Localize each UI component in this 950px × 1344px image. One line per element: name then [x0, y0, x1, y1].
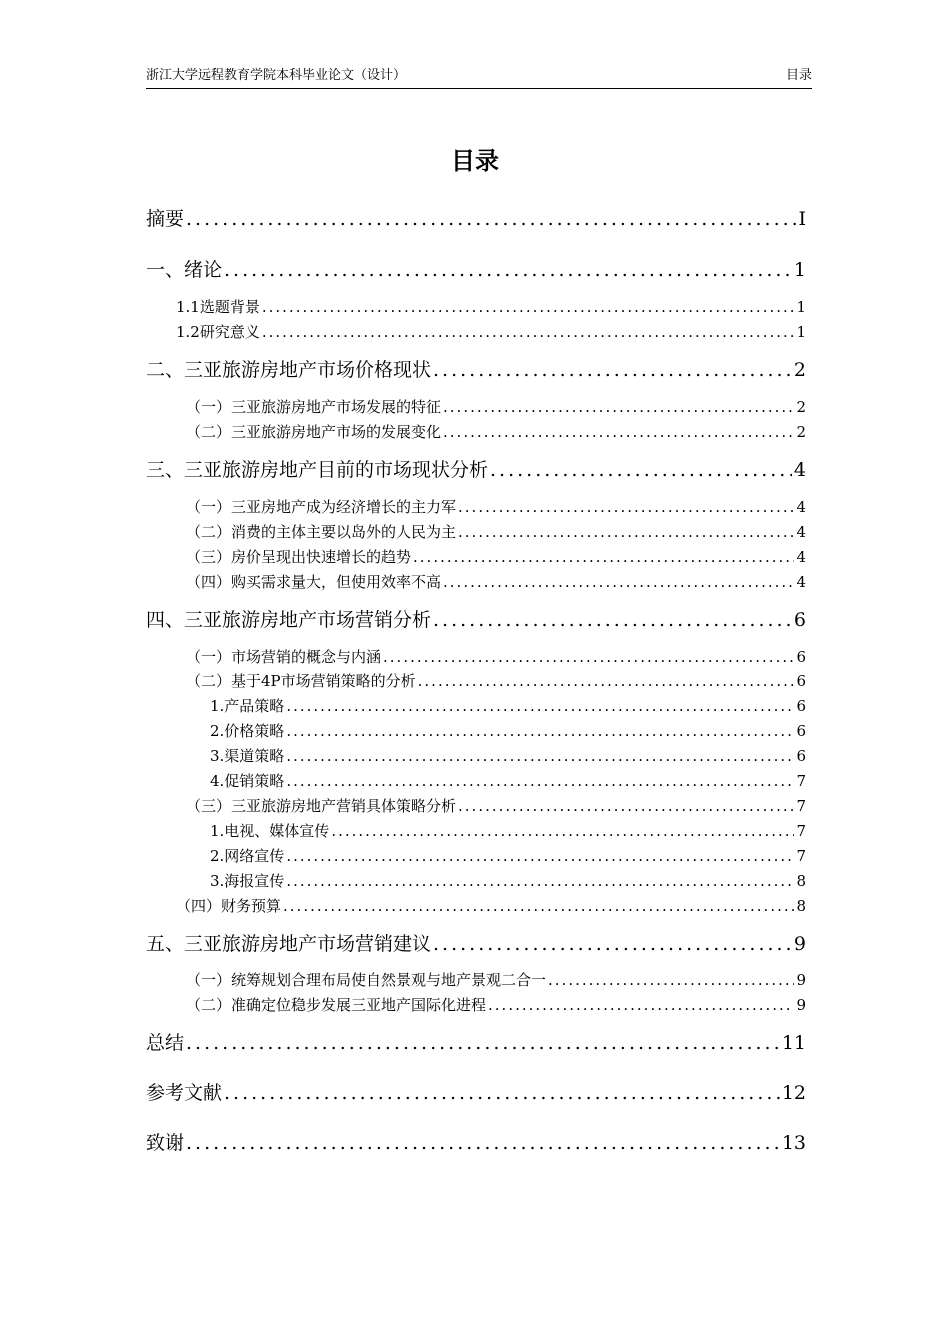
toc-page-number: 9 — [796, 971, 806, 989]
toc-entry-text: 1.1选题背景 — [176, 298, 260, 316]
toc-leader-dots — [548, 970, 794, 990]
toc-entry[interactable] — [146, 358, 806, 382]
toc-leader-dots — [186, 1031, 780, 1055]
toc-entry[interactable] — [146, 207, 806, 231]
toc-leader-dots — [418, 671, 795, 691]
toc-entry-text: 1.产品策略 — [210, 697, 285, 715]
toc-entry[interactable] — [186, 547, 806, 567]
page-title: 目录 — [451, 147, 499, 175]
toc-page-number: 1 — [796, 298, 806, 316]
toc-entry[interactable] — [146, 1081, 806, 1105]
toc-leader-dots — [283, 896, 794, 916]
header-section-label: 目录 — [785, 68, 812, 83]
toc-leader-dots — [433, 358, 792, 382]
toc-leader-dots — [262, 322, 795, 342]
toc-page-number: 2 — [796, 398, 806, 416]
toc-page-number: 4 — [796, 498, 806, 516]
toc-page-number: 4 — [796, 548, 806, 566]
toc-page-number: 8 — [796, 897, 806, 915]
toc-page-number: 4 — [793, 459, 806, 481]
toc-leader-dots — [443, 422, 794, 442]
toc-entry-text: （二）基于4P市场营销策略的分析 — [186, 672, 416, 690]
toc-leader-dots — [286, 871, 794, 891]
toc-entry[interactable] — [186, 422, 806, 442]
toc-entry[interactable] — [210, 721, 806, 741]
toc-entry[interactable] — [176, 896, 806, 916]
toc-leader-dots — [186, 207, 796, 231]
toc-entry[interactable] — [146, 258, 806, 282]
toc-entry-text: 四、三亚旅游房地产市场营销分析 — [146, 609, 432, 631]
toc-leader-dots — [286, 696, 794, 716]
toc-leader-dots — [458, 796, 794, 816]
toc-leader-dots — [224, 258, 792, 282]
toc-entry-text: 1.电视、媒体宣传 — [210, 822, 330, 840]
toc-entry-text: （三）三亚旅游房地产营销具体策略分析 — [186, 797, 457, 815]
toc-entry[interactable] — [146, 1131, 806, 1155]
toc-leader-dots — [331, 821, 794, 841]
toc-entry-text: （一）三亚旅游房地产市场发展的特征 — [186, 398, 442, 416]
toc-entry[interactable] — [186, 497, 806, 517]
toc-entry-text: 2.价格策略 — [210, 722, 285, 740]
toc-entry-text: 4.促销策略 — [210, 772, 285, 790]
toc-entry[interactable] — [186, 671, 806, 691]
toc-entry-text: 致谢 — [146, 1132, 185, 1154]
toc-page-number: 6 — [796, 648, 806, 666]
toc-entry[interactable] — [186, 796, 806, 816]
toc-leader-dots — [224, 1081, 780, 1105]
toc-entry-text: 二、三亚旅游房地产市场价格现状 — [146, 359, 432, 381]
toc-entry[interactable] — [186, 647, 806, 667]
toc-page-number: 7 — [796, 822, 806, 840]
toc-page-number: 6 — [796, 697, 806, 715]
toc-leader-dots — [286, 746, 794, 766]
toc-page-number: 8 — [796, 872, 806, 890]
toc-entry[interactable] — [210, 846, 806, 866]
toc-entry[interactable] — [186, 970, 806, 990]
toc-entry-text: 3.渠道策略 — [210, 747, 285, 765]
toc-page-number: 9 — [793, 933, 806, 955]
toc-page-number: 4 — [796, 523, 806, 541]
toc-entry-text: 三、三亚旅游房地产目前的市场现状分析 — [146, 459, 489, 481]
toc-leader-dots — [488, 995, 794, 1015]
toc-leader-dots — [413, 547, 794, 567]
toc-entry-text: （二）三亚旅游房地产市场的发展变化 — [186, 423, 442, 441]
toc-entry[interactable] — [186, 397, 806, 417]
toc-page-number: 7 — [796, 797, 806, 815]
toc-entry[interactable] — [186, 522, 806, 542]
toc-entry-text: 五、三亚旅游房地产市场营销建议 — [146, 933, 432, 955]
toc-entry[interactable] — [146, 458, 806, 482]
toc-leader-dots — [490, 458, 792, 482]
toc-page-number: I — [798, 208, 806, 230]
toc-leader-dots — [433, 608, 792, 632]
toc-entry-text: （三）房价呈现出快速增长的趋势 — [186, 548, 412, 566]
toc-page-number: 9 — [796, 996, 806, 1014]
toc-leader-dots — [286, 721, 794, 741]
toc-entry-text: 总结 — [146, 1032, 185, 1054]
toc-page-number: 7 — [796, 847, 806, 865]
toc-entry[interactable] — [186, 995, 806, 1015]
toc-leader-dots — [458, 497, 794, 517]
toc-entry[interactable] — [210, 696, 806, 716]
toc-entry-text: （一）市场营销的概念与内涵 — [186, 648, 382, 666]
toc-entry-text: （四）财务预算 — [176, 897, 282, 915]
toc-entry[interactable] — [146, 932, 806, 956]
toc-entry-text: 2.网络宣传 — [210, 847, 285, 865]
toc-page-number: 6 — [796, 722, 806, 740]
toc-page-number: 11 — [781, 1032, 806, 1054]
toc-leader-dots — [433, 932, 792, 956]
toc-entry-text: 摘要 — [146, 208, 185, 230]
toc-page-number: 6 — [796, 747, 806, 765]
toc-entry-text: （一）统筹规划合理布局使自然景观与地产景观二合一 — [186, 971, 547, 989]
toc-page-number: 6 — [796, 672, 806, 690]
toc-entry[interactable] — [210, 771, 806, 791]
toc-leader-dots — [383, 647, 794, 667]
toc-entry-text: （一）三亚房地产成为经济增长的主力军 — [186, 498, 457, 516]
toc-entry[interactable] — [186, 572, 806, 592]
toc-leader-dots — [458, 522, 794, 542]
toc-page-number: 1 — [793, 259, 806, 281]
toc-entry[interactable] — [210, 746, 806, 766]
toc-leader-dots — [443, 397, 794, 417]
toc-leader-dots — [286, 846, 794, 866]
toc-entry-text: （二）消费的主体主要以岛外的人民为主 — [186, 523, 457, 541]
toc-page-number: 2 — [796, 423, 806, 441]
toc-entry[interactable] — [176, 322, 806, 342]
toc-entry-text: （四）购买需求量大，但使用效率不高 — [186, 573, 442, 591]
toc-page-number: 2 — [793, 359, 806, 381]
toc-entry[interactable] — [146, 1031, 806, 1055]
toc-leader-dots — [186, 1131, 780, 1155]
toc-entry-text: 参考文献 — [146, 1082, 223, 1104]
toc-entry-text: 1.2研究意义 — [176, 323, 260, 341]
toc-leader-dots — [286, 771, 794, 791]
toc-page-number: 12 — [781, 1082, 806, 1104]
toc-entry[interactable] — [176, 297, 806, 317]
toc-leader-dots — [262, 297, 795, 317]
header-document-title: 浙江大学远程教育学院本科毕业论文（设计） — [146, 68, 407, 83]
toc-page-number: 7 — [796, 772, 806, 790]
toc-page-number: 1 — [796, 323, 806, 341]
toc-entry[interactable] — [146, 608, 806, 632]
toc-page-number: 6 — [793, 609, 806, 631]
toc-page-number: 13 — [781, 1132, 806, 1154]
toc-entry[interactable] — [210, 821, 806, 841]
toc-leader-dots — [443, 572, 794, 592]
toc-entry[interactable] — [210, 871, 806, 891]
toc-entry-text: （二）准确定位稳步发展三亚地产国际化进程 — [186, 996, 487, 1014]
toc-entry-text: 3.海报宣传 — [210, 872, 285, 890]
toc-entry-text: 一、绪论 — [146, 259, 223, 281]
toc-page-number: 4 — [796, 573, 806, 591]
